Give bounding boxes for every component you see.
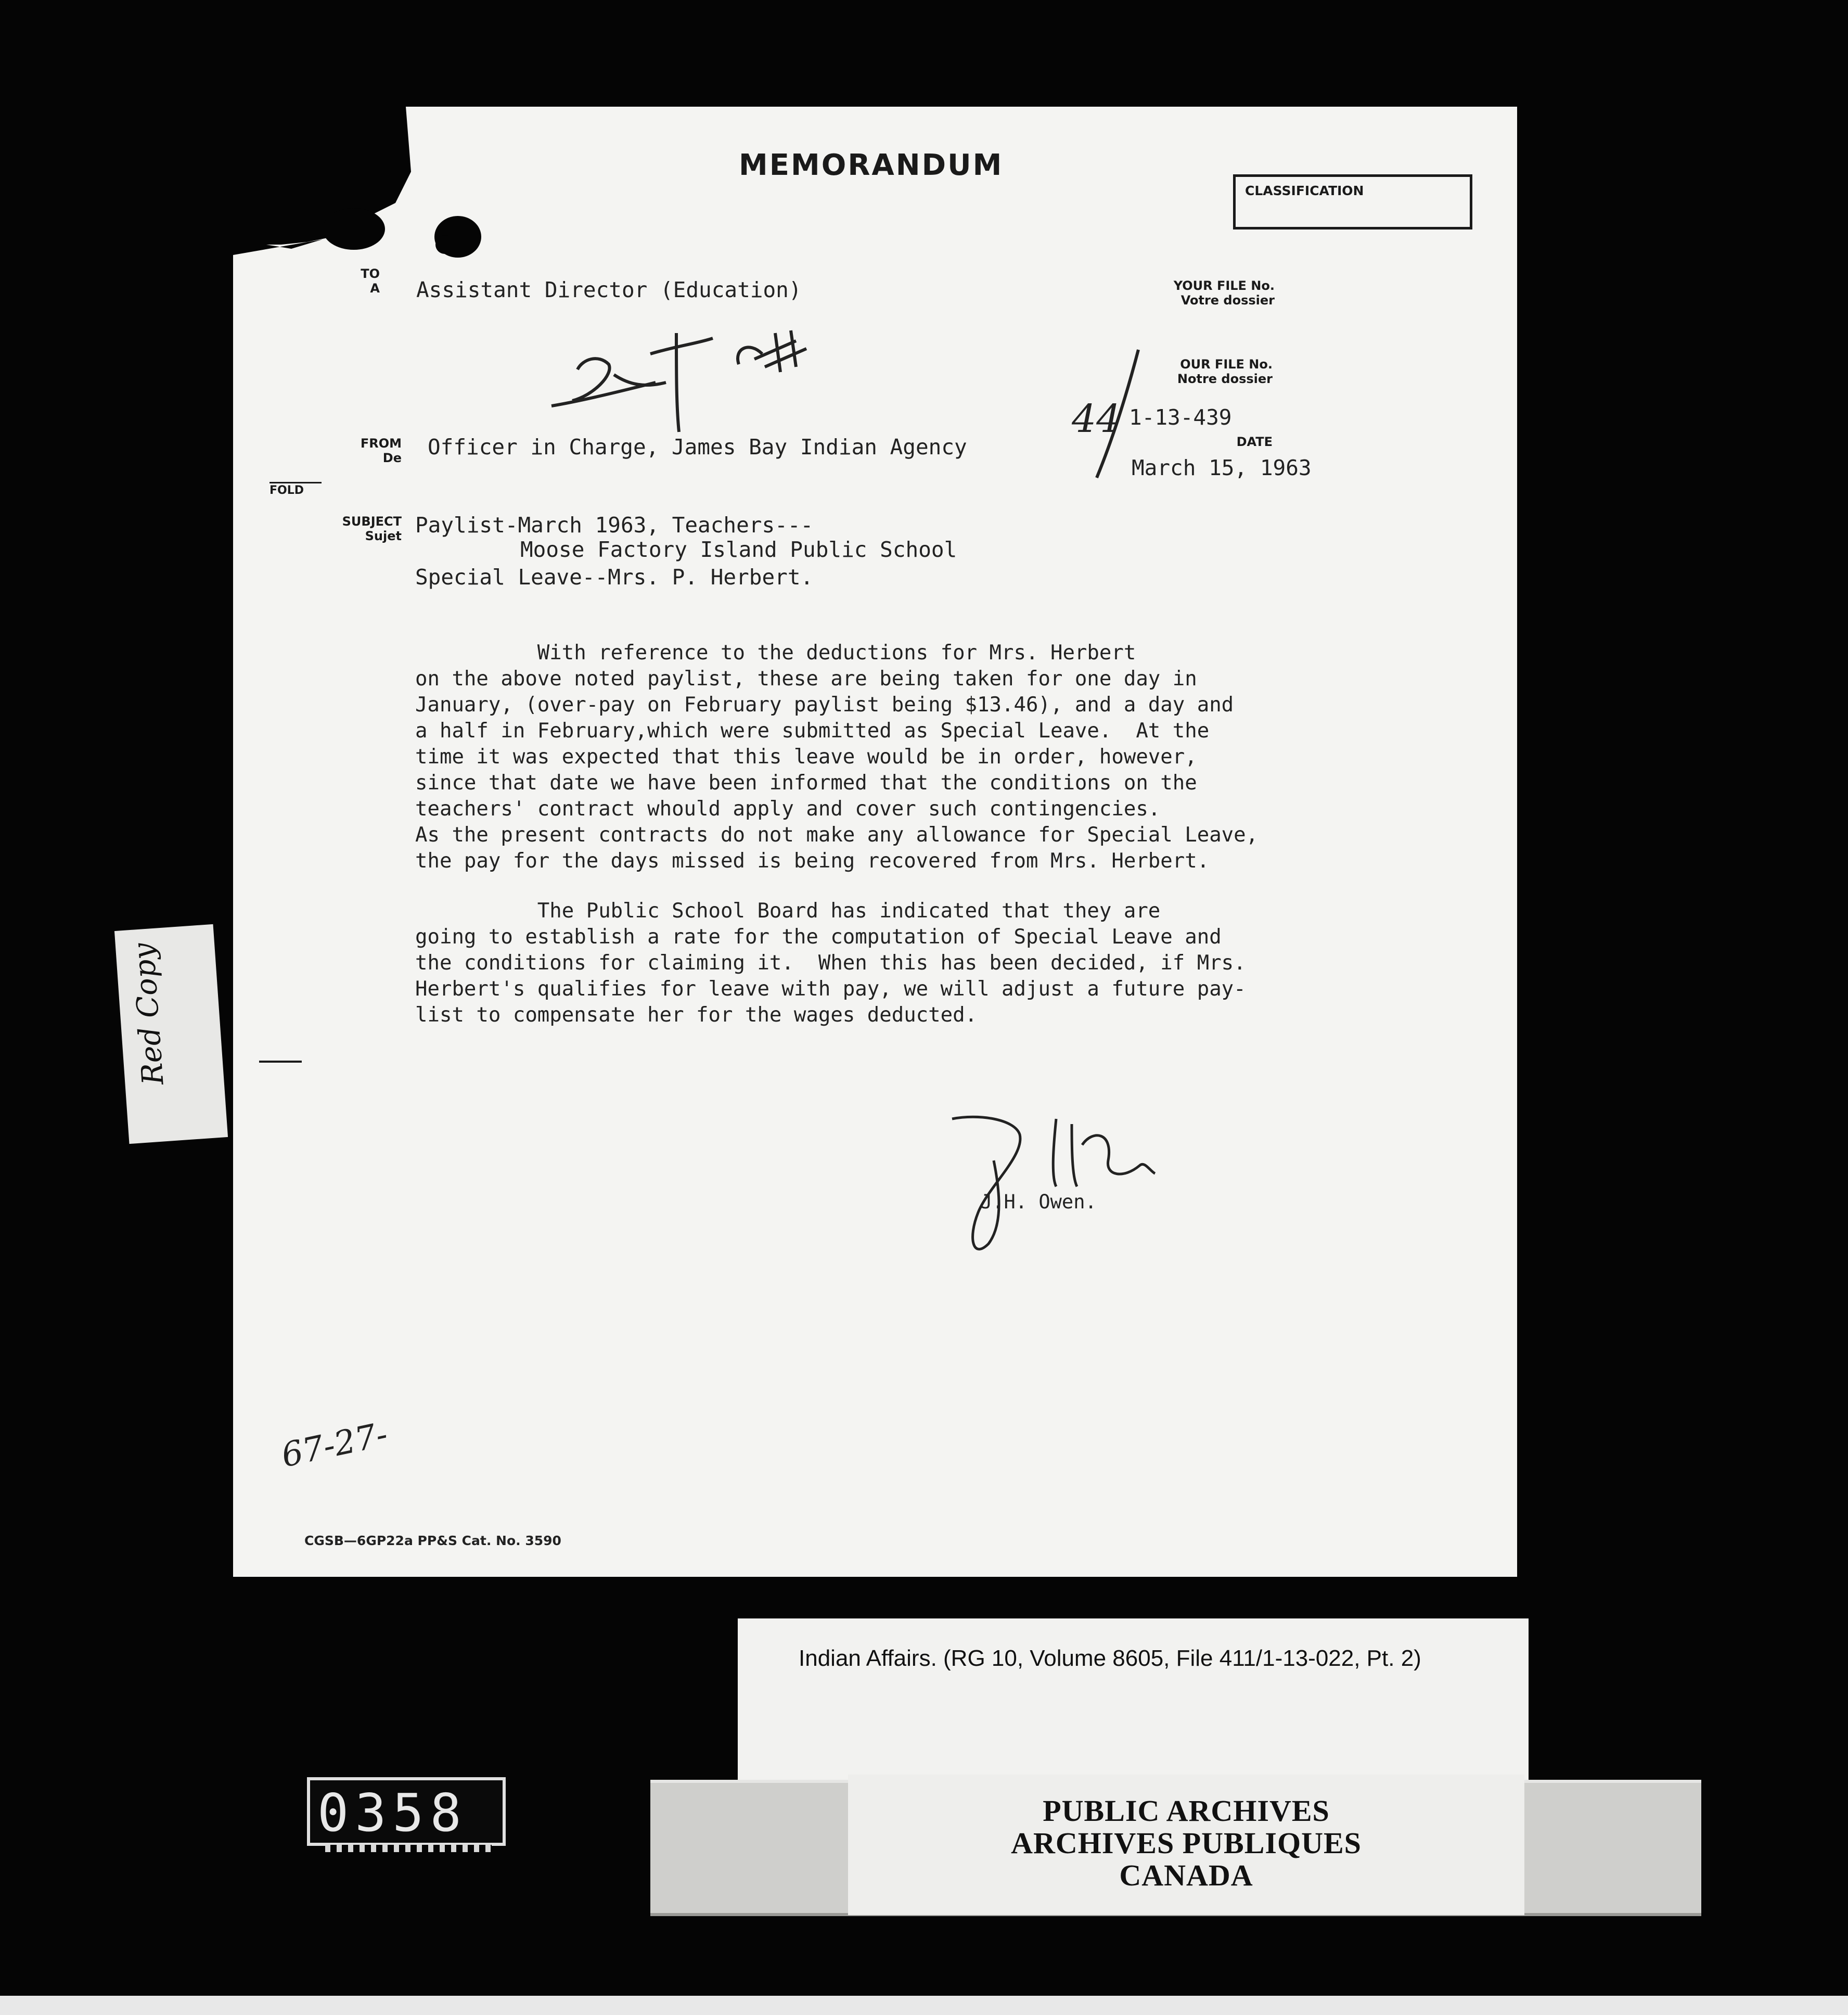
from-value: Officer in Charge, James Bay Indian Agency: [428, 435, 967, 460]
archives-line-1: PUBLIC ARCHIVES: [1043, 1794, 1330, 1828]
subject-label-en: SUBJECT: [342, 514, 402, 529]
our-file-handwritten: 44: [1072, 397, 1121, 441]
p1-line: a half in February,which were submitted as Special Leave. At the: [415, 719, 1210, 743]
date-value: March 15, 1963: [1132, 455, 1312, 480]
memo-title: MEMORANDUM: [739, 148, 1004, 182]
p2-line: list to compensate her for the wages deducted.: [415, 1003, 978, 1027]
subject-label-fr: Sujet: [365, 529, 402, 543]
subject-line-1: Paylist-March 1963, Teachers---: [415, 513, 814, 538]
our-file-label-en: OUR FILE No.: [1180, 357, 1273, 372]
p1-line: time it was expected that this leave would be in order, however,: [415, 745, 1197, 769]
your-file-label-en: YOUR FILE No.: [1173, 278, 1275, 293]
p1-line: on the above noted paylist, these are being taken for one day in: [415, 667, 1197, 691]
to-label-fr: A: [370, 281, 380, 296]
signatory-name: J.H. Owen.: [981, 1191, 1097, 1213]
p1-line: With reference to the deductions for Mrs. Herbert: [415, 641, 1136, 665]
frame-number: 0358: [317, 1782, 468, 1843]
p1-line: As the present contracts do not make any allowance for Special Leave,: [415, 823, 1259, 847]
date-label: DATE: [1236, 435, 1273, 449]
film-edge: [0, 1996, 1848, 2015]
p1-line: the pay for the days missed is being recovered from Mrs. Herbert.: [415, 849, 1210, 873]
archives-line-3: CANADA: [1119, 1858, 1253, 1892]
handwritten-note: 67-27-: [278, 1415, 391, 1475]
your-file-label-fr: Votre dossier: [1180, 293, 1275, 308]
film-sprockets: [325, 1845, 492, 1852]
red-copy-text: Red Copy: [126, 941, 171, 1086]
our-file-value: 1-13-439: [1129, 405, 1232, 430]
subject-line-2: Moose Factory Island Public School: [520, 537, 957, 562]
red-copy-label: [114, 924, 228, 1144]
archive-reference: Indian Affairs. (RG 10, Volume 8605, File 411/1-13-022, Pt. 2): [799, 1646, 1421, 1671]
to-value: Assistant Director (Education): [416, 277, 802, 302]
p2-line: Herbert's qualifies for leave with pay, we will adjust a future pay-: [415, 977, 1246, 1001]
from-label-en: FROM: [360, 436, 402, 451]
to-label-en: TO: [361, 266, 380, 281]
p1-line: teachers' contract whould apply and cover such contingencies.: [415, 797, 1161, 821]
form-number: CGSB—6GP22a PP&S Cat. No. 3590: [304, 1533, 561, 1548]
frame-number-box: [307, 1777, 506, 1846]
p1-line: since that date we have been informed that the conditions on the: [415, 771, 1197, 795]
classification-label: CLASSIFICATION: [1245, 183, 1364, 198]
p2-line: The Public School Board has indicated that they are: [415, 899, 1161, 923]
p1-line: January, (over-pay on February paylist being $13.46), and a day and: [415, 693, 1234, 717]
archives-line-2: ARCHIVES PUBLIQUES: [1011, 1826, 1362, 1860]
p2-line: going to establish a rate for the computation of Special Leave and: [415, 925, 1222, 949]
our-file-label-fr: Notre dossier: [1177, 372, 1273, 386]
from-label-fr: De: [382, 451, 402, 465]
p2-line: the conditions for claiming it. When this has been decided, if Mrs.: [415, 951, 1246, 975]
fold-label: FOLD: [270, 484, 304, 497]
subject-line-3: Special Leave--Mrs. P. Herbert.: [415, 565, 814, 590]
